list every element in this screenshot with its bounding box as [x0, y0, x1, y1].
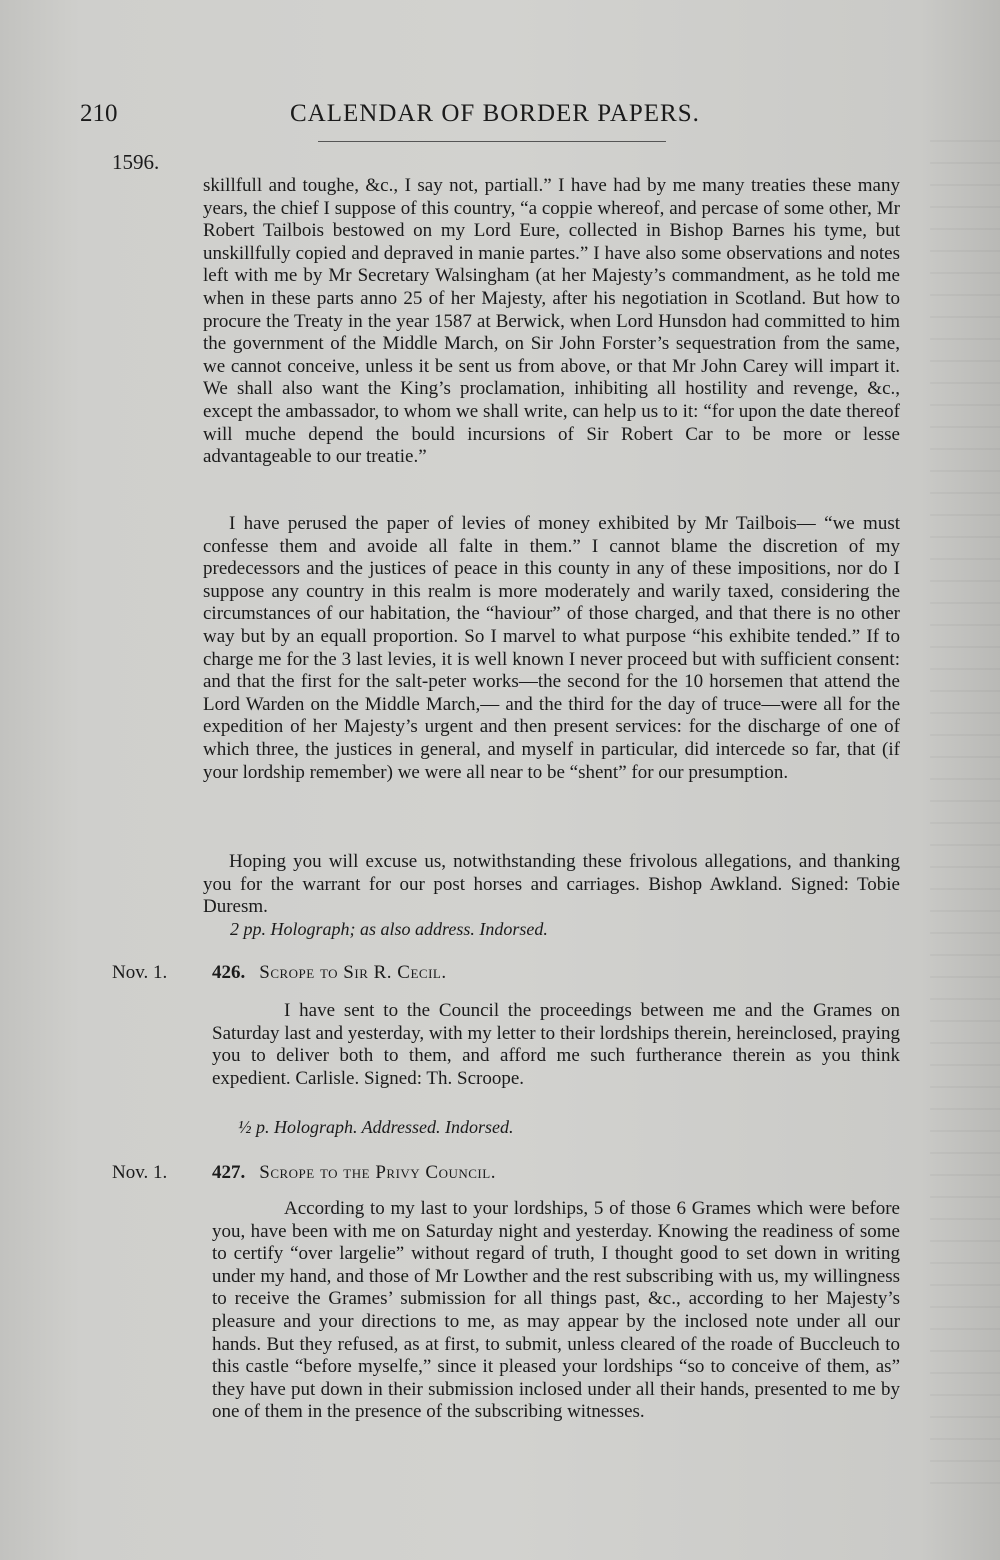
- entry-426-text: I have sent to the Council the proceedings between me and the Grames on Saturday last and yesterday, with my letter to their lordships therein, hereinclosed, praying you to deliver both to them, and afford me such furtherance therein as you think expedient. Carlisle. Signed: Th. Scroope.: [212, 1000, 900, 1089]
- head-rule: [318, 141, 666, 142]
- continuation-paragraph-2: I have perused the paper of levies of money exhibited by Mr Tailbois— “we must confesse them and avoide all falte in them.” I cannot blame the discretion of my predecessors and the justices of peace in this county in any of these impositions, nor do I suppose any country in this realm is more moderately and warily taxed, considering the circumstances of our habitation, the “haviour” of those charged, and that there is no other way but by an equall proportion. So I marvel to what purpose “his exhibite tended.” If to charge me for the 3 last levies, it is well known I never proceed but with sufficient consent: and that the first for the salt-peter works—the second for the 10 horsemen that attend the Lord Warden on the Middle March,— and the third for the day of truce—were all for the expedition of her Majesty’s urgent and then present services: for the discharge of one of which three, the justices in general, and myself in particular, did intercede so far, that (if your lordship remember) we were all near to be “shent” for our presumption.: [203, 513, 900, 783]
- continuation-note: 2 pp. Holograph; as also address. Indorsed.: [230, 919, 548, 939]
- entry-426-number: 426.: [212, 962, 246, 983]
- entry-427-number: 427.: [212, 1162, 246, 1183]
- entry-427-date: Nov. 1.: [112, 1162, 168, 1183]
- entry-427-heading: [212, 1162, 496, 1184]
- entry-427-text: According to my last to your lordships, 5 of those 6 Grames which were before you, have been with me on Saturday night and yesterday. Knowing the readiness of some to certify “over largelie” without regard of truth, I thought good to set down in writing under my hand, and those of Mr Lowther and the rest subscribing with us, my willingness to receive the Grames’ submission for all things past, &c., according to her Majesty’s pleasure and your directions to me, as may appear by the inclosed note under all our hands. But they refused, as at first, to submit, unless cleared of the roade of Buccleuch to this castle “before myselfe,” since it pleased your lordships “so to conceive of them, as” they have put down in their submission inclosed under all their hands, presented to me by one of them in the presence of the subscribing witnesses.: [212, 1198, 900, 1423]
- running-head: CALENDAR OF BORDER PAPERS.: [290, 100, 700, 127]
- entry-426-heading: [212, 962, 447, 984]
- entry-426-note: ½ p. Holograph. Addressed. Indorsed.: [238, 1117, 514, 1137]
- entry-426-title: Scrope to Sir R. Cecil.: [259, 962, 447, 983]
- continuation-paragraph-1: skillfull and toughe, &c., I say not, partiall.” I have had by me many treaties these many years, the chief I suppose of this country, “a coppie whereof, and percase of some other, Mr Robert Tailbois bestowed on my Lord Eure, collected in Bishop Barnes his tyme, but unskillfully copied and depraved in manie partes.” I have also some observations and notes left with me by Mr Secretary Walsingham (at her Majesty’s commandment, as he told me when in these parts anno 25 of her Majesty, after his negotiation in Scotland. But how to procure the Treaty in the year 1587 at Berwick, when Lord Hunsdon had committed to him the government of the Middle March, on Sir John Forster’s sequestration from the same, we cannot conceive, unless it be sent us from above, or that Mr John Carey will impart it. We shall also want the King’s proclamation, inhibiting all hostility and revenge, &c., except the ambassador, to whom we shall write, can help us to it: “for upon the date thereof will muche depend the bould incursions of Sir Robert Car to be more or lesse advantageable to our treatie.”: [203, 175, 900, 468]
- facing-page-bleed: [930, 140, 1000, 1490]
- page-number: 210: [80, 100, 118, 127]
- entry-426-date: Nov. 1.: [112, 962, 168, 983]
- margin-year: 1596.: [112, 150, 160, 174]
- continuation-paragraph-3: Hoping you will excuse us, notwithstanding these frivolous allegations, and thanking you for the warrant for our post horses and carriages. Bishop Awkland. Signed: Tobie Duresm.: [203, 851, 900, 918]
- entry-427-title: Scrope to the Privy Council.: [259, 1162, 496, 1183]
